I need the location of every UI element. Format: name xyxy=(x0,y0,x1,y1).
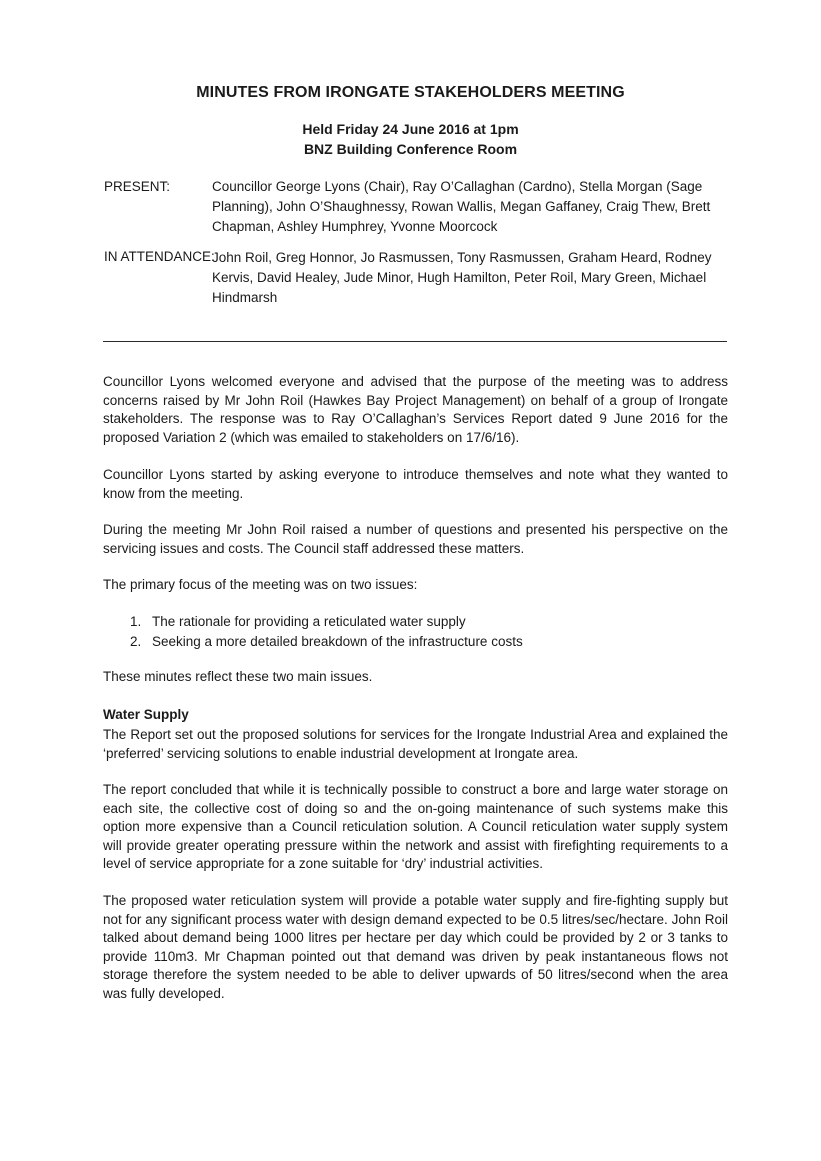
paragraph-summary: These minutes reflect these two main issues. xyxy=(103,669,373,684)
paragraph-report-conclusion: The report concluded that while it is technically possible to construct a bore and large water storage on each site, the collective cost of doing so and the on-going maintenance of such systems make this option more expensive than a Council reticulation solution. A Council reticulation water supply system will provide greater operating pressure within the network and assist with firefighting requirements to a level of service appropriate for a zone suitable for ‘dry’ industrial activities. xyxy=(103,782,728,871)
list-item xyxy=(130,632,523,652)
attendance-label: IN ATTENDANCE: xyxy=(104,249,215,264)
section-divider xyxy=(103,341,727,342)
list-number: 2. xyxy=(130,634,142,649)
list-text: The rationale for providing a reticulated water supply xyxy=(152,614,466,629)
paragraph-report-solutions: The Report set out the proposed solutions for services for the Irongate Industrial Area and explained the ‘preferred’ servicing solutions to enable industrial development at Irongate area. xyxy=(103,727,728,761)
paragraph-questions: During the meeting Mr John Roil raised a number of questions and presented his perspective on the servicing issues and costs. The Council staff addressed these matters. xyxy=(103,522,728,556)
document-title: MINUTES FROM IRONGATE STAKEHOLDERS MEETING xyxy=(196,84,625,101)
list-number: 1. xyxy=(130,614,142,629)
attendance-list: John Roil, Greg Honnor, Jo Rasmussen, Tony Rasmussen, Graham Heard, Rodney Kervis, David Healey, Jude Minor, Hugh Hamilton, Peter Roil, Mary Green, Michael Hindmarsh xyxy=(212,250,712,305)
paragraph-welcome: Councillor Lyons welcomed everyone and advised that the purpose of the meeting was to address concerns raised by Mr John Roil (Hawkes Bay Project Management) on behalf of a group of Irongate stakeholders. The response was to Ray O’Callaghan’s Services Report dated 9 June 2016 for the proposed Variation 2 (which was emailed to stakeholders on 17/6/16). xyxy=(103,374,728,445)
meeting-location: BNZ Building Conference Room xyxy=(303,141,518,157)
present-list: Councillor George Lyons (Chair), Ray O’Callaghan (Cardno), Stella Morgan (Sage Planning), John O’Shaughnessy, Rowan Wallis, Megan Gaffaney, Craig Thew, Brett Chapman, Ashley Humphrey, Yvonne Moorcock xyxy=(212,179,711,234)
present-label: PRESENT: xyxy=(104,179,171,194)
paragraph-introductions: Councillor Lyons started by asking everyone to introduce themselves and note what they wanted to know from the meeting. xyxy=(103,467,728,501)
section-heading-water-supply: Water Supply xyxy=(103,707,189,722)
paragraph-focus: The primary focus of the meeting was on two issues: xyxy=(103,577,418,592)
list-text: Seeking a more detailed breakdown of the infrastructure costs xyxy=(152,634,523,649)
meeting-date: Held Friday 24 June 2016 at 1pm xyxy=(302,121,519,137)
paragraph-water-reticulation: The proposed water reticulation system will provide a potable water supply and fire-fighting supply but not for any significant process water with design demand expected to be 0.5 litres/sec/hectare. John Roil talked about demand being 1000 litres per hectare per day which could be provided by 2 or 3 tanks to provide 110m3. Mr Chapman pointed out that demand was driven by peak instantaneous flows not storage therefore the system needed to be able to deliver upwards of 50 litres/second when the area was fully developed. xyxy=(103,893,728,1001)
list-item xyxy=(130,612,466,632)
